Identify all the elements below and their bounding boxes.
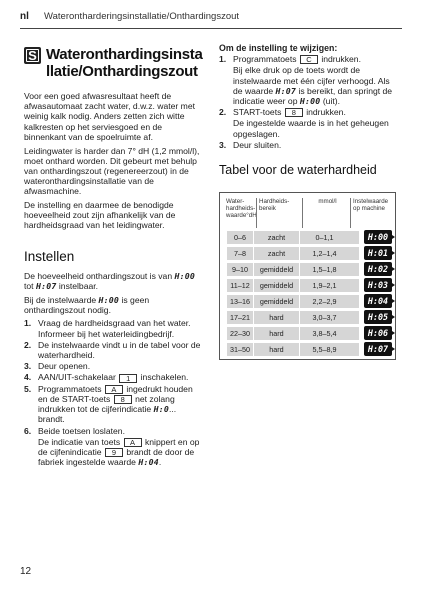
table-cell: gemiddeld (253, 263, 299, 276)
table-header (224, 198, 391, 232)
section-heading (24, 46, 204, 86)
hardness-paragraph: Leidingwater is harder dan 7° dH (1,2 mmol/l), moet onthard worden. Dit gebeurt met behulp van onthardingszout (regenereerzout) in de wateronthardingsinstallatie van de afwasmachine. (24, 145, 200, 197)
table-cell: hard (253, 343, 299, 356)
table-cell: hard (253, 311, 299, 324)
intro-paragraph: Voor een goed afwasresultaat heeft de afwasautomaat zacht water, d.w.z. water met weinig kalk nodig. Anders zetten zich witte kalkresten op het serviesgoed en de binnenkant van de spoelruimte af. (24, 91, 195, 142)
table-row (227, 311, 359, 324)
table-cell: 31–50 (230, 345, 250, 355)
table-row (227, 343, 359, 356)
table-title: Tabel voor de waterhardheid (219, 163, 377, 178)
column-header: Water-hardheids-waarde°dH (226, 198, 257, 220)
key-symbol: 9 (105, 448, 123, 457)
table-cell: 5,5–8,9 (299, 343, 349, 356)
hardness-table (219, 192, 396, 360)
section-title (46, 46, 204, 80)
table-row (227, 327, 359, 340)
setting-display: H:01 (364, 246, 392, 260)
list-item: 3. Deur sluiten. (219, 139, 282, 150)
range-paragraph: De hoeveelheid onthardingszout is van H:00 tot H:07 instelbaar. (24, 270, 196, 291)
instellen-steps (24, 318, 204, 467)
table-row (227, 231, 359, 244)
display-value: H:00 (98, 294, 120, 305)
language-code: nl (20, 11, 29, 22)
column-header: Instelwaarde op machine (350, 198, 391, 228)
list-item: 4. AAN/UIT-schakelaar 1 inschakelen. (24, 372, 189, 383)
table-cell: 3,8–5,4 (299, 327, 349, 340)
table-cell: 2,2–2,9 (299, 295, 349, 308)
zero-note: Bij de instelwaarde H:00 is geen onthardingszout nodig. (24, 294, 150, 315)
header-rule (20, 28, 402, 29)
display-value: H:07 (35, 280, 57, 291)
display-value: H:04 (138, 457, 159, 468)
key-symbol: A (124, 438, 142, 447)
change-steps (219, 54, 401, 150)
table-cell: hard (253, 327, 299, 340)
setting-display: H:03 (364, 278, 392, 292)
change-setting-heading: Om de instelling te wijzigen: (219, 43, 338, 53)
table-cell: 9–10 (232, 265, 248, 275)
list-item: 1. Programmatoets C indrukken. Bij elke druk op de toets wordt de instelwaarde met één cijfer verhoogd. Als de waarde H:07 is bereikt, dan springt de indicatie weer op H:00 (uit). (219, 54, 393, 107)
setting-paragraph: De instelling en daarmee de benodigde hoeveelheid zout zijn afhankelijk van de hardheidsgraad van het leidingwater. (24, 200, 176, 231)
list-item: 6. Beide toetsen loslaten. De indicatie van toets A knippert en op de cijfenindicatie 9 brandt de door de fabriek ingestelde waarde H:04. (24, 425, 200, 468)
column-header: Hardheids-bereik (256, 198, 302, 228)
key-symbol: C (300, 55, 318, 64)
display-value: H:07 (275, 85, 297, 96)
display-value: H:00 (174, 270, 196, 281)
key-symbol: 1 (119, 374, 137, 383)
s-symbol-icon: S (24, 47, 41, 64)
setting-display: H:00 (364, 230, 392, 244)
table-row (227, 295, 359, 308)
left-column (24, 46, 204, 468)
page-number: 12 (20, 566, 32, 577)
running-title: Waterontharderingsinstallatie/Onthardingszout (44, 11, 240, 22)
table-cell: 1,5–1,8 (299, 263, 349, 276)
table-cell: 0–1,1 (299, 231, 349, 244)
key-symbol: 8 (285, 108, 303, 117)
table-cell: 0–6 (234, 233, 246, 243)
table-row (227, 247, 359, 260)
list-item: 1. Vraag de hardheidsgraad van het water. Informeer bij het waterleidingbedrijf. (24, 318, 191, 339)
table-cell: 22–30 (230, 329, 250, 339)
table-cell: 7–8 (234, 249, 246, 259)
table-cell: zacht (253, 247, 299, 260)
section-title-line1: Wateronthardingsinsta (46, 46, 203, 63)
instellen-heading: Instellen (24, 248, 75, 264)
column-header: mmol/l (302, 198, 350, 228)
list-item: 2. START-toets 8 indrukken. De ingestelde waarde is in het geheugen opgeslagen. (219, 107, 389, 139)
section-title-line2: llatie/Onthardingszout (46, 63, 198, 80)
setting-display: H:07 (364, 342, 392, 356)
setting-display: H:06 (364, 326, 392, 340)
setting-display: H:04 (364, 294, 392, 308)
table-cell: gemiddeld (253, 279, 299, 292)
table-cell: 11–12 (230, 281, 250, 291)
display-value: H:0 (153, 404, 169, 415)
table-row (227, 263, 359, 276)
table-cell: 1,2–1,4 (299, 247, 349, 260)
key-symbol: 8 (114, 395, 132, 404)
display-value: H:00 (299, 96, 321, 107)
table-cell: zacht (253, 231, 299, 244)
table-cell: gemiddeld (253, 295, 299, 308)
list-item: 3. Deur openen. (24, 361, 91, 372)
right-column (219, 43, 401, 360)
list-item: 5. Programmatoets A ingedrukt houden en de START-toets 8 net zolang indrukken tot de cijferindicatie H:0... brandt. (24, 383, 193, 425)
table-cell: 1,9–2,1 (299, 279, 349, 292)
key-symbol: A (105, 385, 123, 394)
table-cell: 13–16 (230, 297, 250, 307)
setting-display: H:05 (364, 310, 392, 324)
list-item: 2. De instelwaarde vindt u in de tabel voor de waterhardheid. (24, 339, 201, 361)
table-row (227, 279, 359, 292)
page-header (20, 12, 402, 26)
table-cell: 17–21 (230, 313, 250, 323)
table-cell: 3,0–3,7 (299, 311, 349, 324)
setting-display: H:02 (364, 262, 392, 276)
